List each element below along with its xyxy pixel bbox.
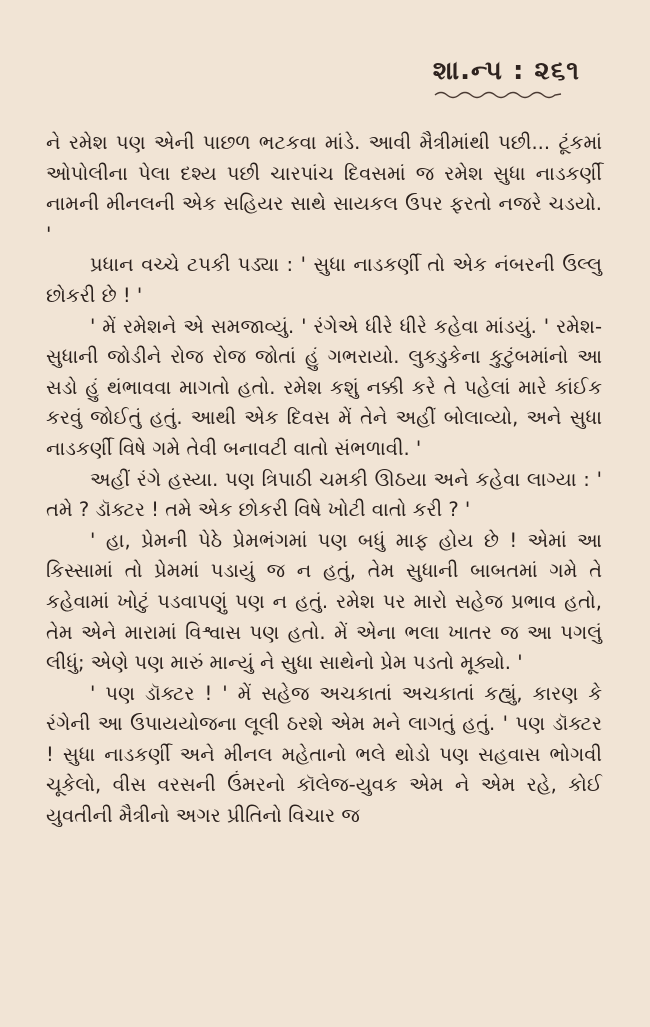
- page-number: શા.ન્પ : ૨૬૧: [432, 56, 580, 86]
- paragraph: ' હા, પ્રેમની પેઠે પ્રેમભંગમાં પણ બધું માફ હોય છે ! એમાં આ કિસ્સામાં તો પ્રેમમાં પડાયું જ ન હતું, તેમ સુધાની બાબતમાં ગમે તે કહેવામાં ખોટું પડવાપણું પણ ન હતું. રમેશ પર મારો સહેજ પ્રભાવ હતો, તેમ એને મારામાં વિશ્વાસ પણ હતો. મેં એના ભલા ખાતર જ આ પગલું લીધું; એણે પણ મારું માન્યું ને સુધા સાથેનો પ્રેમ પડતો મૂક્યો. ': [46, 528, 602, 675]
- paragraph: ને રમેશ પણ એની પાછળ ભટકવા માંડે. આવી મૈત્રીમાંથી પછી... ટૂંકમાં ઓપોલીના પેલા દશ્ય પછી ચારપાંચ દિવસમાં જ રમેશ સુધા નાડકર્ણી નામની મીનલની એક સહિયર સાથે સાયકલ ઉપર ફરતો નજરે ચડયો. ': [46, 131, 602, 246]
- page-header: [433, 56, 580, 99]
- paragraph: પ્રધાન વચ્ચે ટપકી પડ્યા : ' સુધા નાડકર્ણી તો એક નંબરની ઉલ્લુ છોકરી છે ! ': [46, 253, 602, 307]
- paragraph: અહીં રંગે હસ્યા. પણ ત્રિપાઠી ચમકી ઊઠયા અને કહેવા લાગ્યા : ' તમે ? ડૉક્ટર ! તમે એક છોકરી વિષે ખોટી વાતો કરી ? ': [46, 467, 602, 522]
- body-text: [46, 128, 602, 832]
- paragraph: ' મેં રમેશને એ સમજાવ્યું. ' રંગેએ ધીરે ધીરે કહેવા માંડયું. ' રમેશ-સુધાની જોડીને રોજ રોજ જોતાં હું ગભરાયો. લુકડુકેના કુટુંબમાંનો આ સડો હું થંભાવવા માગતો હતો. રમેશ કશું નક્કી કરે તે પહેલાં મારે કાંઈક કરવું જોઈતું હતું. આથી એક દિવસ મેં તેને અહીં બોલાવ્યો, અને સુધા નાડકર્ણી વિષે ગમે તેવી બનાવટી વાતો સંભળાવી. ': [46, 314, 602, 460]
- decorative-flourish: [433, 89, 563, 99]
- paragraph: ' પણ ડૉક્ટર ! ' મેં સહેજ અચકાતાં અચકાતાં કહ્યું, કારણ કે રંગેની આ ઉપાયયોજના લૂલી ઠરશે એમ મને લાગતું હતું. ' પણ ડૉક્ટર ! સુધા નાડકર્ણી અને મીનલ મહેતાનો ભલે થોડો પણ સહવાસ ભોગવી ચૂકેલો, વીસ વરસની ઉંમરનો કૉલેજ-યુવક એમ ને એમ રહે, કોઈ યુવતીની મૈત્રીનો અગર પ્રીતિનો વિચાર જ: [46, 681, 602, 828]
